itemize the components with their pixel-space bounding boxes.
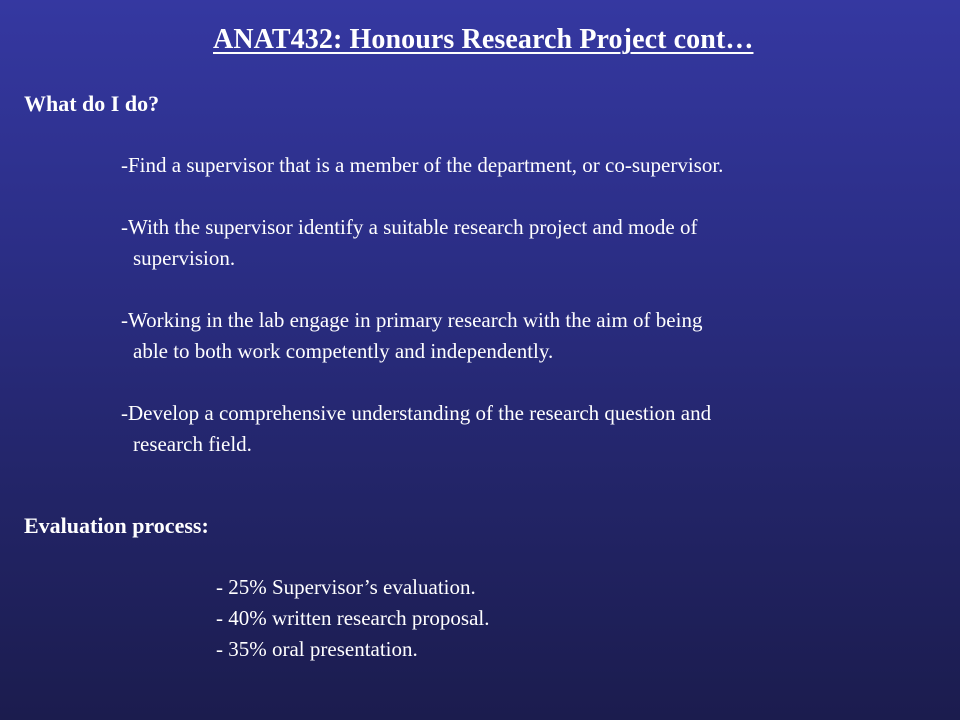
slide-title: ANAT432: Honours Research Project cont…: [213, 24, 754, 55]
task-item: [121, 305, 941, 367]
what-do-i-do-heading: What do I do?: [24, 91, 160, 116]
evaluation-process-heading: Evaluation process:: [24, 513, 209, 538]
task-item: [121, 212, 941, 274]
evaluation-list: [216, 572, 489, 665]
task-list: [121, 150, 941, 491]
task-item: [121, 398, 941, 460]
task-item-continuation: able to both work competently and independently.: [133, 339, 554, 363]
task-item-continuation: research field.: [133, 432, 252, 456]
task-item-line: -Develop a comprehensive understanding of the research question and: [121, 401, 712, 425]
task-item-line: -Working in the lab engage in primary research with the aim of being: [121, 308, 703, 332]
task-item-line: -Find a supervisor that is a member of the department, or co-supervisor.: [121, 153, 724, 177]
task-item-continuation: supervision.: [133, 246, 236, 270]
evaluation-item: - 25% Supervisor’s evaluation.: [216, 575, 476, 599]
task-item: [121, 150, 941, 181]
evaluation-item: - 40% written research proposal.: [216, 606, 490, 630]
task-item-line: -With the supervisor identify a suitable research project and mode of: [121, 215, 698, 239]
evaluation-item: - 35% oral presentation.: [216, 637, 418, 661]
